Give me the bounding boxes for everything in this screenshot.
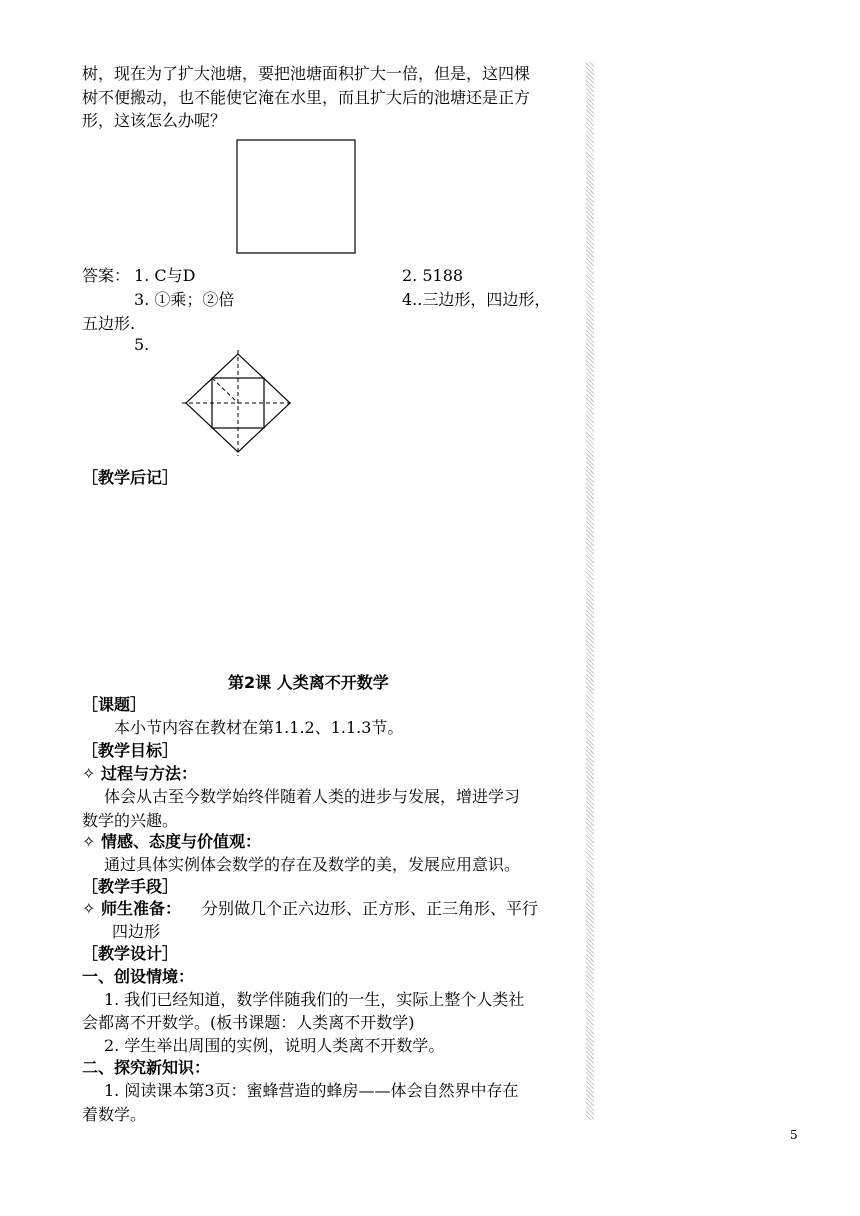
goal1-title: ✧ 过程与方法：: [82, 764, 197, 783]
margin-hatch-strip: [586, 62, 594, 1120]
design-heading: ［教学设计］: [82, 944, 179, 963]
answer-3: 3. ①乘；②倍: [134, 290, 235, 309]
goal2-text: 通过具体实例体会数学的存在及数学的美，发展应用意识。: [104, 855, 521, 874]
part2-title: 二、探究新知识：: [82, 1058, 211, 1077]
lesson-title: 第2课 人类离不开数学: [228, 673, 389, 692]
part1-line-1: 1. 我们已经知道，数学伴随我们的一生，实际上整个人类社: [104, 990, 525, 1009]
part1-line-3: 2. 学生举出周围的实例，说明人类离不开数学。: [104, 1036, 445, 1055]
answer-4: 4..三边形，四边形，: [402, 290, 551, 309]
answer-label: 答案：: [82, 266, 131, 285]
answer-4-cont: 五边形.: [82, 314, 136, 333]
goal1-line-2: 数学的兴趣。: [82, 811, 179, 830]
intro-line-1: 树，现在为了扩大池塘，要把池塘面积扩大一倍，但是，这四棵: [82, 64, 531, 83]
answer-5: 5.: [134, 335, 150, 354]
part1-title: 一、创设情境：: [82, 967, 195, 986]
means-title: ✧ 师生准备：: [82, 899, 181, 918]
part2-line-2: 着数学。: [82, 1105, 147, 1124]
pond-square-figure: [236, 139, 356, 255]
means-heading: ［教学手段］: [82, 877, 179, 896]
part2-line-1: 1. 阅读课本第3页：蜜蜂营造的蜂房——体会自然界中存在: [104, 1081, 519, 1100]
means-text: 分别做几个正六边形、正方形、正三角形、平行: [202, 899, 539, 918]
topic-text: 本小节内容在教材在第1.1.2、1.1.3节。: [114, 718, 404, 737]
means-text-cont: 四边形: [112, 922, 161, 941]
part1-line-2: 会都离不开数学。(板书课题：人类离不开数学): [82, 1013, 415, 1032]
answer-1: 1. C与D: [134, 266, 196, 285]
postscript-heading: ［教学后记］: [82, 468, 179, 487]
goal1-line-1: 体会从古至今数学始终伴随着人类的进步与发展，增进学习: [104, 787, 521, 806]
intro-line-3: 形，这该怎么办呢？: [82, 111, 227, 130]
goal2-title: ✧ 情感、态度与价值观：: [82, 832, 261, 851]
answer-2: 2. 5188: [402, 266, 464, 285]
goals-heading: ［教学目标］: [82, 741, 179, 760]
topic-heading: ［课题］: [82, 695, 147, 714]
intro-line-2: 树不便搬动，也不能使它淹在水里，而且扩大后的池塘还是正方: [82, 88, 531, 107]
answer-5-diagram: [182, 350, 298, 458]
page-number: 5: [790, 1128, 798, 1142]
